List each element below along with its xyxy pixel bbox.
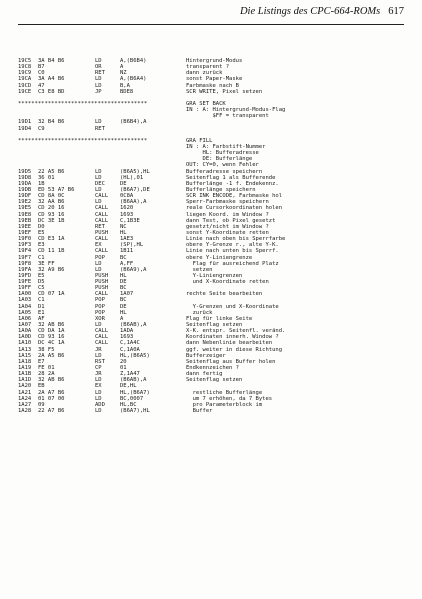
line-operand: HL — [120, 272, 127, 279]
line-hex-bytes: AF — [38, 315, 45, 322]
line-operand: Z,1A47 — [120, 371, 140, 378]
line-address: 19EB — [18, 217, 32, 224]
line-comment: Linie nach oben bis Sperrfarbe — [186, 236, 286, 243]
line-hex-bytes: C1 — [38, 297, 45, 304]
line-comment: und X-Koordinate retten — [186, 279, 269, 286]
line-mnemonic: LD — [95, 322, 102, 329]
line-comment: setzen — [186, 266, 213, 273]
line-address: 19F3 — [18, 242, 32, 249]
line-mnemonic: CALL — [95, 340, 109, 347]
line-hex-bytes: 09 — [38, 401, 45, 408]
line-operand: BC — [120, 254, 127, 261]
line-hex-bytes: 2A A5 B6 — [38, 352, 65, 359]
line-mnemonic: LD — [95, 389, 102, 396]
line-mnemonic: POP — [95, 309, 105, 316]
line-hex-bytes: D1 — [38, 303, 45, 310]
line-hex-bytes: C3 E8 BD — [38, 88, 65, 95]
line-address: 1A06 — [18, 315, 32, 322]
line-comment: Sperr-Farbmaske speichern — [186, 199, 269, 206]
line-hex-bytes: DC 4C 1A — [38, 340, 65, 347]
line-comment: dann zurück — [186, 70, 223, 77]
line-hex-bytes: CD DA 1A — [38, 328, 65, 335]
line-mnemonic: POP — [95, 303, 105, 310]
line-address: 19D8 — [18, 174, 32, 181]
line-operand: 20 — [120, 358, 127, 365]
line-operand: DE — [120, 180, 127, 187]
line-comment: Farbmaske nach B — [186, 82, 239, 89]
line-operand: NZ — [120, 70, 127, 77]
line-comment: IN : A: Farbstift-Nummer — [186, 143, 266, 150]
line-address: 1A1B — [18, 371, 32, 378]
line-mnemonic: LD — [95, 266, 102, 273]
line-operand: (SP),HL — [120, 242, 144, 249]
line-address: 19FA — [18, 266, 32, 273]
line-comment: Seitenflag setzen — [186, 377, 243, 384]
line-comment: dann Nebenlinie bearbeiten — [186, 340, 273, 347]
line-hex-bytes: CD 07 1A — [38, 291, 65, 298]
line-address: 1A0A — [18, 328, 32, 335]
line-operand: (B6A9),A — [120, 266, 147, 273]
line-comment: Flag für ausreichend Platz — [186, 260, 279, 267]
line-hex-bytes: 32 AB B6 — [38, 322, 65, 329]
line-address: 1A24 — [18, 395, 32, 402]
line-comment: Bufferadresse speichern — [186, 168, 263, 175]
line-comment: liegen Koord. im Window ? — [186, 211, 269, 218]
line-hex-bytes: 1B — [38, 180, 45, 187]
line-hex-bytes: CD 20 16 — [38, 205, 65, 212]
running-title: Die Listings des CPC-664-ROMs — [239, 6, 381, 17]
line-address: *************************************** — [18, 137, 148, 144]
line-comment: transparent ? — [186, 64, 230, 71]
line-hex-bytes: 22 A5 B6 — [38, 168, 65, 175]
line-operand: NC — [120, 223, 127, 230]
line-address: 19DB — [18, 186, 32, 193]
line-address: 19EF — [18, 229, 32, 236]
line-comment: Linie nach unten bis Sperrf. — [186, 248, 279, 255]
line-address: 1A03 — [18, 297, 32, 304]
line-hex-bytes: 22 A7 B6 — [38, 408, 65, 415]
line-address: 19DF — [18, 193, 32, 200]
line-address: 19F7 — [18, 254, 32, 261]
line-mnemonic: RET — [95, 223, 105, 230]
line-operand: 1AE3 — [120, 236, 134, 243]
line-hex-bytes: ED 53 A7 B6 — [38, 186, 75, 193]
line-operand: (B6A5),HL — [120, 168, 150, 175]
line-comment: DE: Bufferlänge — [186, 156, 253, 163]
line-mnemonic: LD — [95, 199, 102, 206]
line-address: 1A19 — [18, 365, 32, 372]
line-comment: gesetzt/nicht im Window ? — [186, 223, 269, 230]
line-comment: Hintergrund-Modus — [186, 58, 243, 64]
line-address: 19F0 — [18, 236, 32, 243]
line-mnemonic: LD — [95, 119, 102, 126]
line-operand: A,FF — [120, 260, 134, 267]
line-operand: A — [120, 315, 124, 322]
header-rule — [18, 24, 404, 25]
line-hex-bytes: 2A A7 B6 — [38, 389, 65, 396]
line-operand: 1A07 — [120, 291, 134, 298]
line-comment: HL: Bufferadresse — [186, 150, 259, 157]
line-operand: 1693 — [120, 211, 134, 218]
line-operand: A,(B6A4) — [120, 76, 147, 83]
line-comment: Y-Liniengrenzen — [186, 272, 243, 279]
line-mnemonic: LD — [95, 82, 102, 89]
line-address: 19CD — [18, 82, 32, 89]
line-hex-bytes: 3A A4 B6 — [38, 76, 65, 83]
line-operand: (B6AB),A — [120, 322, 147, 329]
line-operand: DE — [120, 279, 127, 286]
line-comment: pro Parameterblock im — [186, 401, 263, 408]
line-mnemonic: CALL — [95, 193, 109, 200]
line-address: 1A20 — [18, 383, 32, 390]
line-hex-bytes: 38 F5 — [38, 346, 55, 353]
line-address: 19C5 — [18, 58, 32, 64]
line-operand: HL — [120, 229, 127, 236]
line-operand: HL,(B6A5) — [120, 352, 150, 359]
line-comment: sonst Paper-Maske — [186, 76, 243, 83]
line-comment: rechte Seite bearbeiten — [186, 291, 263, 298]
line-hex-bytes: CD E3 1A — [38, 236, 65, 243]
line-hex-bytes: CD 93 16 — [38, 334, 65, 341]
line-operand: DE — [120, 303, 127, 310]
line-address: 19C8 — [18, 64, 32, 71]
line-hex-bytes: E7 — [38, 358, 45, 365]
line-comment: Seitenflag setzen — [186, 322, 243, 329]
line-address: 19D5 — [18, 168, 32, 175]
line-comment: reale Cursorkoordinaten holen — [186, 205, 283, 212]
line-address: 1A10 — [18, 340, 32, 347]
line-address: 1A15 — [18, 352, 32, 359]
line-mnemonic: POP — [95, 254, 105, 261]
line-mnemonic: CALL — [95, 217, 109, 224]
line-mnemonic: CALL — [95, 211, 109, 218]
line-address: 19FE — [18, 279, 32, 286]
line-mnemonic: RST — [95, 358, 105, 365]
line-hex-bytes: C1 — [38, 254, 45, 261]
line-mnemonic: JR — [95, 371, 102, 378]
line-hex-bytes: 32 A9 B6 — [38, 266, 65, 273]
line-mnemonic: RET — [95, 125, 105, 132]
line-mnemonic: EX — [95, 383, 102, 390]
line-hex-bytes: 28 2A — [38, 371, 55, 378]
line-hex-bytes: CD 11 1B — [38, 248, 65, 255]
line-mnemonic: POP — [95, 297, 105, 304]
line-address: 1A13 — [18, 346, 32, 353]
line-operand: (B6AB),A — [120, 377, 147, 384]
line-hex-bytes: 36 01 — [38, 174, 55, 181]
line-comment: Seitenflag 1 als Bufferende — [186, 174, 276, 181]
line-comment: $FF = transparent — [186, 113, 269, 120]
line-operand: B,A — [120, 82, 130, 89]
line-hex-bytes: 32 AA B6 — [38, 199, 65, 206]
line-address: 1A07 — [18, 322, 32, 329]
line-hex-bytes: CD 93 16 — [38, 211, 65, 218]
line-hex-bytes: D0 — [38, 223, 45, 230]
line-address: 19C9 — [18, 70, 32, 77]
line-operand: 1620 — [120, 205, 134, 212]
line-address: 19FD — [18, 272, 32, 279]
line-operand: (HL),01 — [120, 174, 144, 181]
line-operand: BDE8 — [120, 88, 134, 95]
line-operand: BC — [120, 297, 127, 304]
line-hex-bytes: EB — [38, 383, 45, 390]
line-comment: um 7 erhöhen, da 7 Bytes — [186, 395, 273, 402]
line-address: 19F4 — [18, 248, 32, 255]
line-mnemonic: PUSH — [95, 279, 109, 286]
line-mnemonic: LD — [95, 395, 102, 402]
line-operand: HL,(B6A7) — [120, 389, 150, 396]
line-address: 1A1D — [18, 377, 32, 384]
line-comment: zurück — [186, 309, 213, 316]
line-address: 19D1 — [18, 119, 32, 126]
line-hex-bytes: C5 — [38, 285, 45, 292]
line-mnemonic: CALL — [95, 291, 109, 298]
line-comment: obere Y-Liniengrenze — [186, 254, 253, 261]
line-mnemonic: CALL — [95, 334, 109, 341]
line-address: 19DA — [18, 180, 32, 187]
line-mnemonic: LD — [95, 260, 102, 267]
line-comment: GRA SET BACK — [186, 100, 226, 107]
line-comment: OUT: CY=0, wenn Fehler — [186, 162, 259, 169]
line-operand: A,(B6B4) — [120, 58, 147, 64]
line-mnemonic: RET — [95, 70, 105, 77]
line-operand: (B6AA),A — [120, 199, 147, 206]
line-mnemonic: LD — [95, 186, 102, 193]
line-address: 19CE — [18, 88, 32, 95]
line-operand: HL,BC — [120, 401, 137, 408]
line-comment: sonst Y-Koordinate retten — [186, 229, 269, 236]
line-mnemonic: DEC — [95, 180, 105, 187]
line-hex-bytes: C0 — [38, 70, 45, 77]
line-address: 19EE — [18, 223, 32, 230]
line-comment: X-K. entspr. Seitenfl. veränd. — [186, 328, 286, 335]
line-mnemonic: LD — [95, 174, 102, 181]
line-operand: C,1A4C — [120, 340, 140, 347]
line-address: 19CA — [18, 76, 32, 83]
line-hex-bytes: DC 3E 1B — [38, 217, 65, 224]
line-hex-bytes: FE 01 — [38, 365, 55, 372]
line-operand: 1ADA — [120, 328, 134, 335]
line-address: 19F8 — [18, 260, 32, 267]
line-comment: Koordinaten innerh. Window ? — [186, 334, 279, 341]
line-mnemonic: CALL — [95, 205, 109, 212]
line-comment: dann fertig — [186, 371, 223, 378]
line-address: 19E5 — [18, 205, 32, 212]
line-hex-bytes: E1 — [38, 309, 45, 316]
line-mnemonic: OR — [95, 64, 102, 71]
line-comment: Bufferzeiger — [186, 352, 226, 359]
line-operand: C,1B3E — [120, 217, 140, 224]
line-mnemonic: CALL — [95, 236, 109, 243]
page-number: 617 — [388, 6, 404, 17]
line-mnemonic: PUSH — [95, 229, 109, 236]
line-mnemonic: ADD — [95, 401, 105, 408]
line-mnemonic: LD — [95, 76, 102, 83]
line-comment: Seitenflag aus Buffer holen — [186, 358, 276, 365]
line-comment: ggf. weiter in diese Richtung — [186, 346, 283, 353]
line-operand: (B6A7),HL — [120, 408, 150, 415]
line-comment: Endkennzeichen ? — [186, 365, 239, 372]
line-hex-bytes: CD 8A 0C — [38, 193, 65, 200]
line-mnemonic: PUSH — [95, 272, 109, 279]
line-mnemonic: EX — [95, 242, 102, 249]
line-operand: (B6B4),A — [120, 119, 147, 126]
line-address: 1A21 — [18, 389, 32, 396]
line-mnemonic: LD — [95, 352, 102, 359]
line-operand: DE,HL — [120, 383, 137, 390]
line-mnemonic: XOR — [95, 315, 105, 322]
line-hex-bytes: D5 — [38, 279, 45, 286]
line-operand: 1B11 — [120, 248, 134, 255]
line-comment: Bufferlänge -1 f. Endekennz. — [186, 180, 279, 187]
line-address: 1A28 — [18, 408, 32, 415]
line-operand: (B6A7),DE — [120, 186, 150, 193]
line-address: 1A0D — [18, 334, 32, 341]
line-operand: BC — [120, 285, 127, 292]
line-hex-bytes: 01 07 00 — [38, 395, 65, 402]
line-hex-bytes: 32 B4 B6 — [38, 119, 65, 126]
line-comment: obere Y-Grenze r., alte Y-K. — [186, 242, 279, 249]
line-hex-bytes: 32 AB B6 — [38, 377, 65, 384]
line-mnemonic: CALL — [95, 328, 109, 335]
line-mnemonic: CALL — [95, 248, 109, 255]
line-address: 1A18 — [18, 358, 32, 365]
line-comment: Bufferlänge speichern — [186, 186, 256, 193]
line-operand: 01 — [120, 365, 127, 372]
line-comment: SCR WRITE, Pixel setzen — [186, 88, 263, 95]
line-mnemonic: PUSH — [95, 285, 109, 292]
line-comment: IN : A: Hintergrund-Modus-Flag — [186, 107, 286, 114]
line-hex-bytes: E5 — [38, 272, 45, 279]
line-operand: HL — [120, 309, 127, 316]
line-comment: GRA FILL — [186, 137, 213, 144]
line-address: *************************************** — [18, 100, 148, 107]
line-operand: 1693 — [120, 334, 134, 341]
line-address: 1A00 — [18, 291, 32, 298]
line-comment: restliche Bufferlänge — [186, 389, 263, 396]
line-hex-bytes: 3A B4 B6 — [38, 58, 65, 64]
line-mnemonic: JR — [95, 346, 102, 353]
line-comment: dann Test, ob Pixel gesetzt — [186, 217, 276, 224]
line-address: 19FF — [18, 285, 32, 292]
line-hex-bytes: B7 — [38, 64, 45, 71]
line-comment: SCR INK ENCODE, Farbmaske hol — [186, 193, 283, 200]
line-address: 1A27 — [18, 401, 32, 408]
line-address: 19D4 — [18, 125, 32, 132]
line-hex-bytes: E3 — [38, 242, 45, 249]
line-address: 1A04 — [18, 303, 32, 310]
line-operand: BC,0007 — [120, 395, 144, 402]
line-mnemonic: LD — [95, 168, 102, 175]
line-mnemonic: LD — [95, 58, 102, 64]
line-operand: C,1A0A — [120, 346, 140, 353]
line-hex-bytes: C9 — [38, 125, 45, 132]
line-mnemonic: CP — [95, 365, 102, 372]
line-address: 19E8 — [18, 211, 32, 218]
line-address: 1A05 — [18, 309, 32, 316]
line-hex-bytes: E5 — [38, 229, 45, 236]
line-mnemonic: JP — [95, 88, 102, 95]
line-comment: Flag für linke Seite — [186, 315, 253, 322]
line-address: 19E2 — [18, 199, 32, 206]
line-operand: A — [120, 64, 124, 71]
line-operand: 0C8A — [120, 193, 134, 200]
line-mnemonic: LD — [95, 408, 102, 415]
line-hex-bytes: 3E FF — [38, 260, 55, 267]
line-hex-bytes: 47 — [38, 82, 45, 89]
line-comment: Y-Grenzen und X-Koordinate — [186, 303, 279, 310]
line-comment: Buffer — [186, 408, 213, 415]
line-mnemonic: LD — [95, 377, 102, 384]
